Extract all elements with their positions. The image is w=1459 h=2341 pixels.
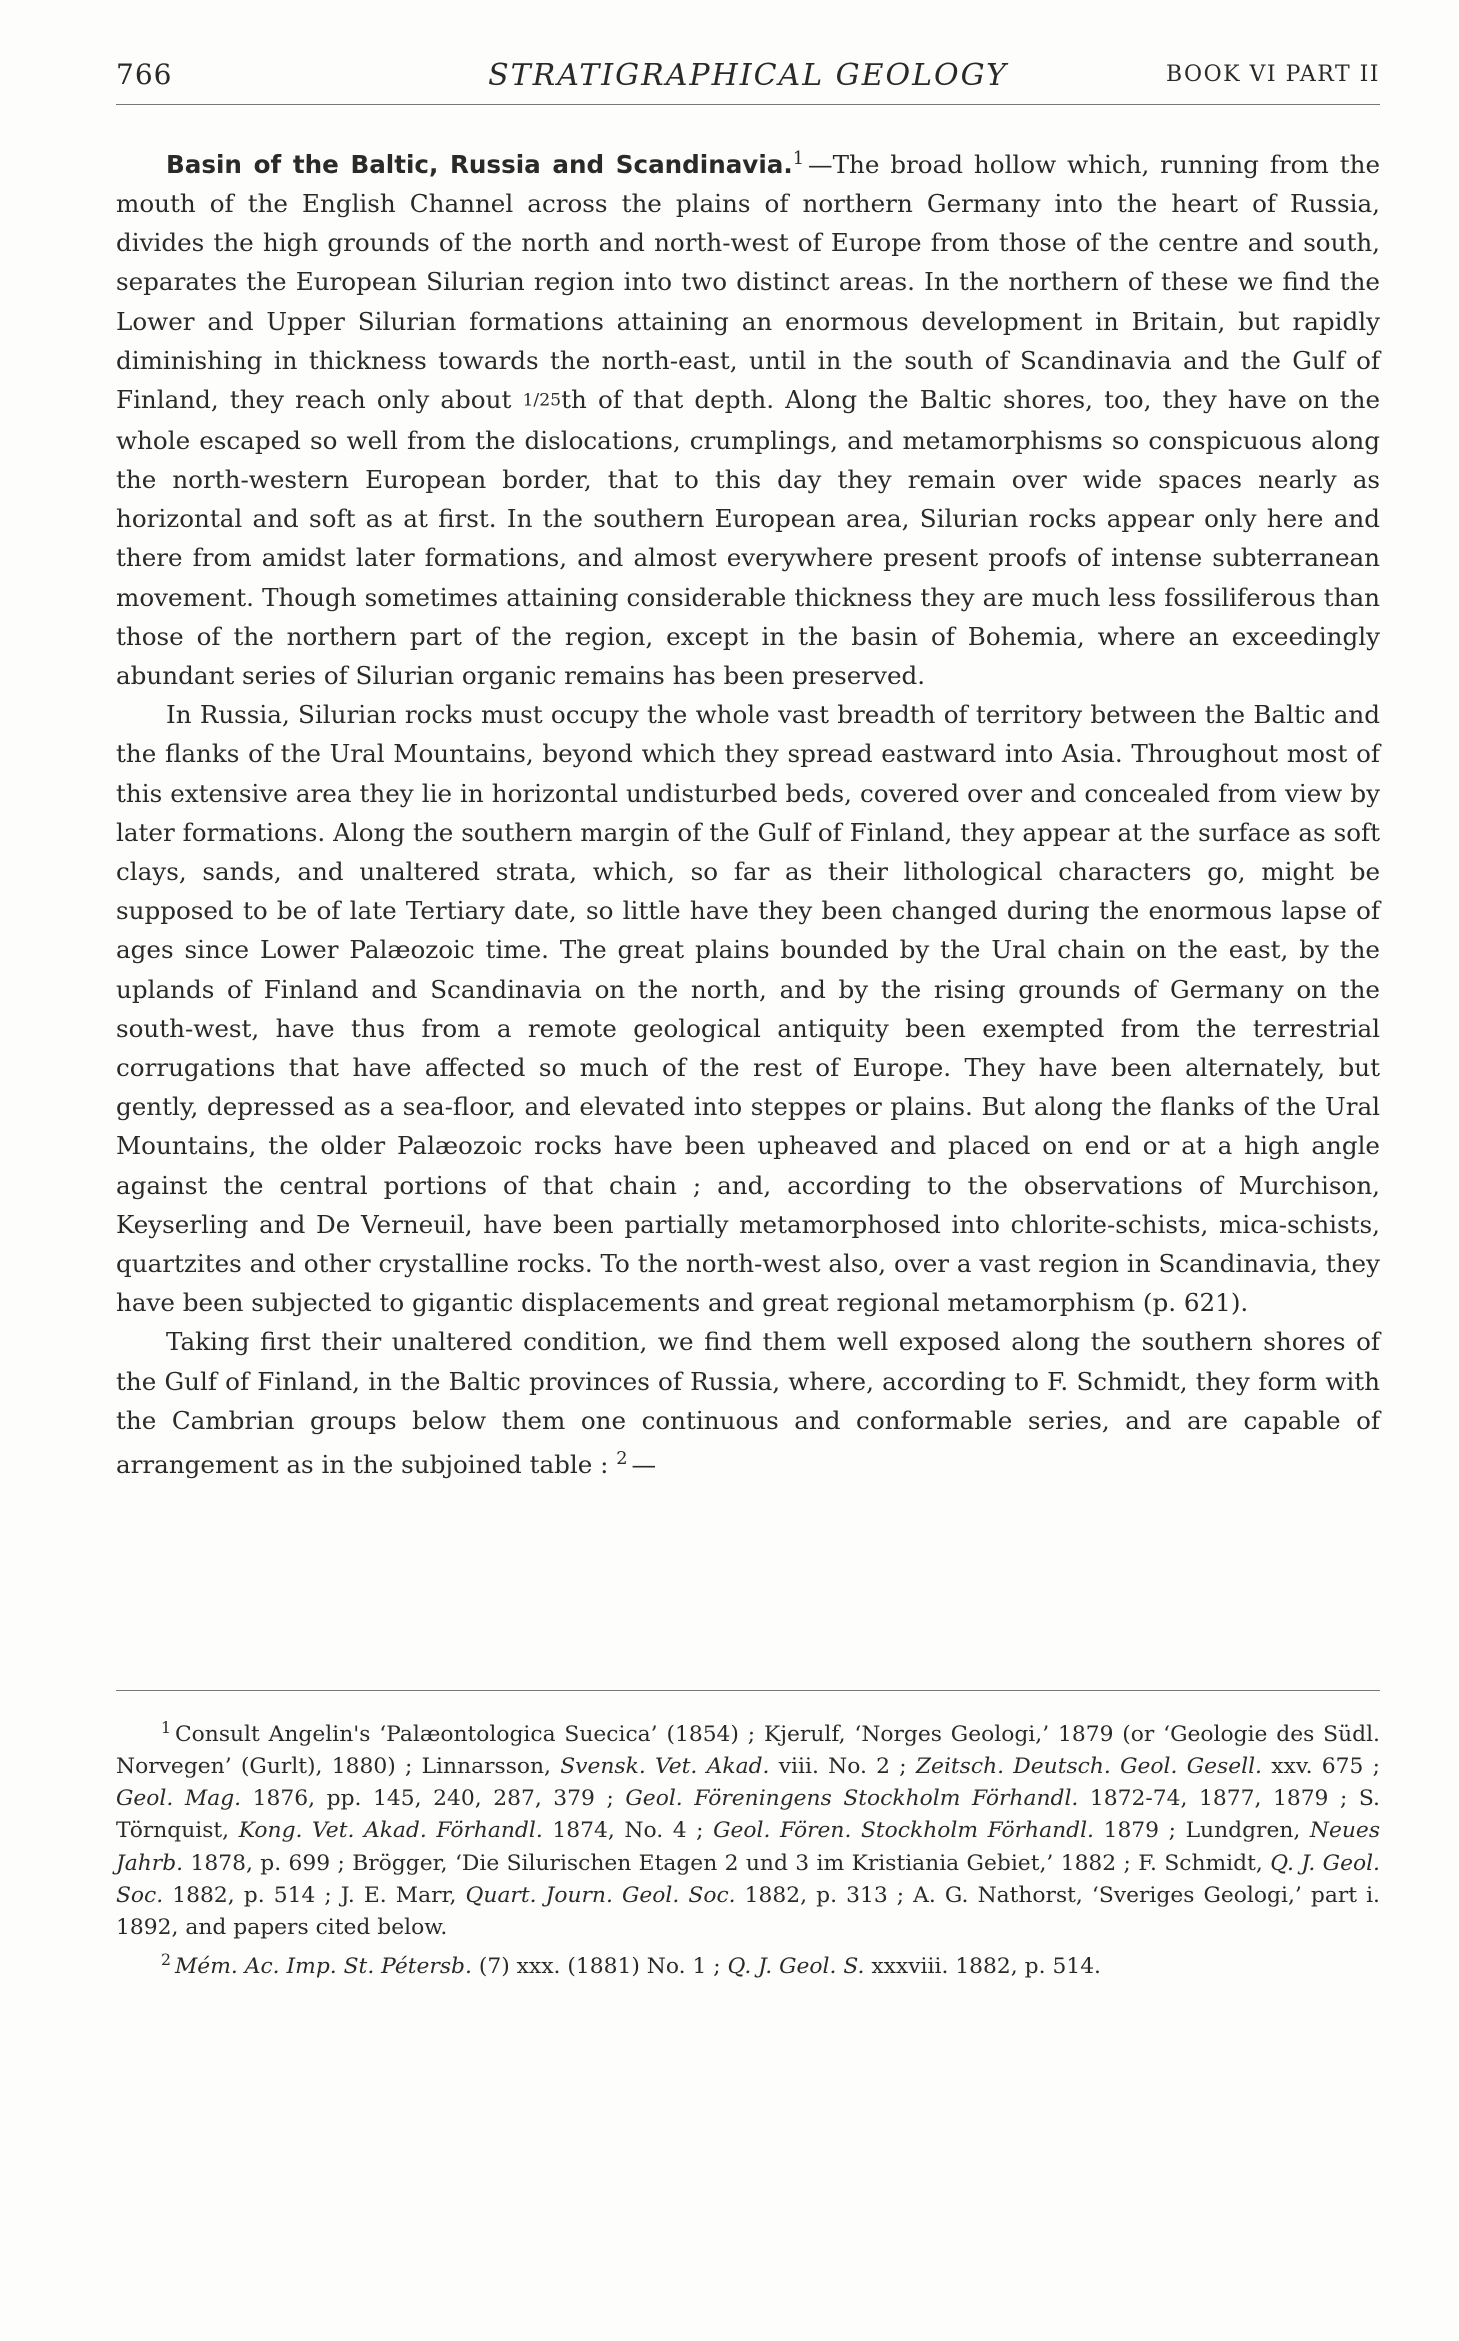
- running-header: [116, 58, 1380, 100]
- footnote-text: viii. No. 2 ;: [769, 1754, 916, 1780]
- citation-title: Neues Jahrb.: [116, 1818, 1381, 1876]
- page-number: 766: [116, 58, 173, 91]
- footnote-text: 1876, pp. 145, 240, 287, 379 ;: [241, 1786, 626, 1812]
- footnote-rule: [116, 1690, 1380, 1691]
- running-title: STRATIGRAPHICAL GEOLOGY: [488, 58, 1008, 93]
- footnote-mark: 1: [161, 1718, 171, 1737]
- citation-title: Svensk. Vet. Akad.: [560, 1754, 770, 1780]
- citation-title: Geol. Mag.: [116, 1786, 242, 1812]
- footnote-text: xxxviii. 1882, p. 514.: [864, 1954, 1101, 1980]
- paragraph-1: [116, 140, 1380, 695]
- footnote-text: 1874, No. 4 ;: [542, 1818, 714, 1844]
- paragraph-3-text: Taking first their unaltered condition, we find them well exposed along the southern shores of the Gulf of Finland, in the Baltic provinces of Russia, where, according to F. Schmidt, they form with the Cambrian groups below them one continuous and conformable series, and are capable of arrangement as in the subjoined table :: [116, 1327, 1380, 1479]
- citation-title: Geol. Föreningens Stockholm Förhandl.: [625, 1786, 1079, 1812]
- footnote-ref-2[interactable]: 2: [616, 1448, 628, 1469]
- footnote-text: 1872-74, 1877, 1879 ; S. Törnquist,: [116, 1786, 1380, 1844]
- paragraph-1-text-cont: th of that depth. Along the Baltic shores, too, they have on the whole escaped so well from the dislocations, crumplings, and metamorphisms so conspicuous along the north-western European border, that to this day they remain over wide spaces nearly as horizontal and soft as at first. In the southern European area, Silurian rocks appear only here and there from amidst later formations, and almost everywhere present proofs of intense subterranean movement. Though sometimes attaining considerable thickness they are much less fossiliferous than those of the northern part of the region, except in the basin of Bohemia, where an exceedingly abundant series of Silurian organic remains has been preserved.: [116, 385, 1380, 690]
- footnote-text: 1879 ; Lundgren,: [1093, 1818, 1310, 1844]
- citation-title: Mém. Ac. Imp. St. Pétersb.: [174, 1954, 472, 1980]
- paragraph-3-end: —: [631, 1449, 657, 1479]
- footnote-mark: 2: [161, 1950, 171, 1970]
- fraction: 1/25: [522, 390, 562, 411]
- header-rule: [116, 104, 1380, 105]
- paragraph-3: [116, 1322, 1380, 1484]
- body-text: [116, 140, 1380, 1484]
- section-heading: Basin of the Baltic, Russia and Scandinavia.: [166, 149, 793, 179]
- footnote-text: Consult Angelin's ‘Palæontologica Suecica’ (1854) ; Kjerulf, ‘Norges Geologi,’ 1879 (or ‘Geologie des Südl. Norvegen’ (Gurlt), 1880) ; Linnarsson,: [116, 1721, 1380, 1780]
- citation-title: Q. J. Geol. Soc.: [116, 1850, 1380, 1908]
- citation-title: Geol. Fören. Stockholm Förhandl.: [713, 1818, 1094, 1844]
- footnote-text: xxv. 675 ;: [1261, 1754, 1380, 1780]
- footnote-1: [116, 1712, 1380, 1944]
- footnotes: [116, 1712, 1380, 1983]
- book-part-label: BOOK VI PART II: [1165, 62, 1380, 87]
- citation-title: Q. J. Geol. S.: [727, 1954, 865, 1980]
- citation-title: Quart. Journ. Geol. Soc.: [465, 1882, 736, 1908]
- footnote-ref-1[interactable]: 1: [792, 149, 804, 169]
- footnote-text: 1882, p. 313 ; A. G. Nathorst, ‘Sveriges Geologi,’ part i. 1892, and papers cited below.: [116, 1882, 1380, 1941]
- citation-title: Zeitsch. Deutsch. Geol. Gesell.: [915, 1754, 1262, 1780]
- footnote-text: (7) xxx. (1881) No. 1 ;: [471, 1954, 728, 1980]
- footnote-text: 1878, p. 699 ; Brögger, ‘Die Silurischen Etagen 2 und 3 im Kristiania Gebiet,’ 1882 ; F. Schmidt,: [183, 1850, 1271, 1876]
- paragraph-2: In Russia, Silurian rocks must occupy the whole vast breadth of territory between the Baltic and the flanks of the Ural Mountains, beyond which they spread eastward into Asia. Throughout most of this extensive area they lie in horizontal undisturbed beds, covered over and concealed from view by later formations. Along the southern margin of the Gulf of Finland, they appear at the surface as soft clays, sands, and unaltered strata, which, so far as their lithological characters go, might be supposed to be of late Tertiary date, so little have they been changed during the enormous lapse of ages since Lower Palæozoic time. The great plains bounded by the Ural chain on the east, by the uplands of Finland and Scandinavia on the north, and by the rising grounds of Germany on the south-west, have thus from a remote geological antiquity been exempted from the terrestrial corrugations that have affected so much of the rest of Europe. They have been alternately, but gently, depressed as a sea-floor, and elevated into steppes or plains. But along the flanks of the Ural Mountains, the older Palæozoic rocks have been upheaved and placed on end or at a high angle against the central portions of that chain ; and, according to the observations of Murchison, Keyserling and De Verneuil, have been partially metamorphosed into chlorite-schists, mica-schists, quartzites and other crystalline rocks. To the north-west also, over a vast region in Scandinavia, they have been subjected to gigantic displacements and great regional metamorphism (p. 621).: [116, 700, 1380, 1318]
- footnote-text: 1882, p. 514 ; J. E. Marr,: [163, 1882, 466, 1908]
- paragraph-1-text: —The broad hollow which, running from the mouth of the English Channel across the plains of northern Germany into the heart of Russia, divides the high grounds of the north and north-west of Europe from those of the centre and south, separates the European Silurian region into two distinct areas. In the northern of these we find the Lower and Upper Silurian formations attaining an enormous development in Britain, but rapidly diminishing in thickness towards the north-east, until in the south of Scandinavia and the Gulf of Finland, they reach only about: [116, 149, 1381, 415]
- citation-title: Kong. Vet. Akad. Förhandl.: [238, 1818, 543, 1844]
- footnote-2: [116, 1944, 1380, 1983]
